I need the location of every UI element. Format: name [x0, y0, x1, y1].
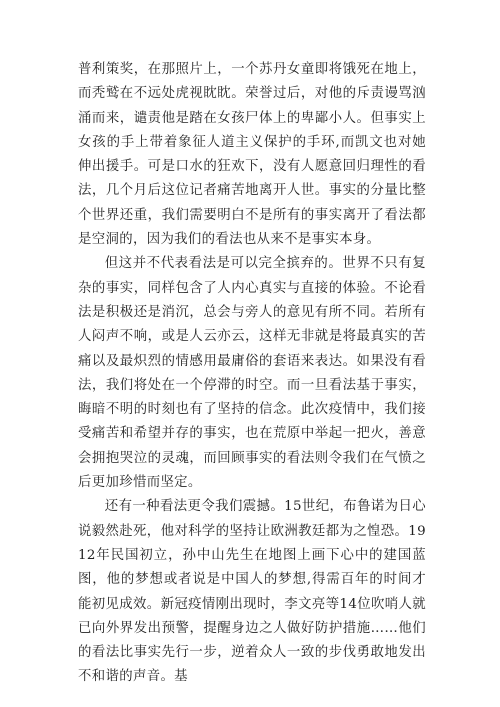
body-text [78, 58, 426, 690]
paragraph-2: 但这并不代表看法是可以完全摈弃的。世界不只有复杂的事实，同样包含了人内心真实与直接的体验。不论看法是积极还是消沉，总会与旁人的意见有所不同。若所有人闷声不响，或是人云亦云，这样无非就是将最真实的苦痛以及最炽烈的情感用最庸俗的套语来表达。如果没有看法，我们将处在一个停滞的时空。而一旦看法基于事实，晦暗不明的时刻也有了坚持的信念。此次疫情中，我们接受痛苦和希望并存的事实，也在荒原中举起一把火，善意会拥抱哭泣的灵魂，而回顾事实的看法则令我们在气愤之后更加珍惜而坚定。 [78, 256, 426, 491]
paragraph-3: 还有一种看法更令我们震撼。15世纪，布鲁诺为日心说毅然赴死，他对科学的坚持让欧洲教廷都为之惶恐。1912年民国初立，孙中山先生在地图上画下心中的建国蓝图，他的梦想或者说是中国人的梦想,得需百年的时间才能初见成效。新冠疫情刚出现时，李文亮等14位吹哨人就已向外界发出预警，提醒身边之人做好防护措施……他们的看法比事实先行一步，逆着众人一致的步伐勇敢地发出不和谐的声音。基 [78, 499, 426, 685]
paragraph-1: 普利策奖，在那照片上，一个苏丹女童即将饿死在地上，而秃鹫在不远处虎视眈眈。荣誉过后，对他的斥责谩骂汹涌而来，谴责他是踏在女孩尸体上的卑鄙小人。但事实上女孩的手上带着象征人道主义保护的手环,而凯文也对她伸出援手。可是口水的狂欢下，没有人愿意回归理性的看法，几个月后这位记者痛苦地离开人世。事实的分量比整个世界还重，我们需要明白不是所有的事实离开了看法都是空洞的，因为我们的看法也从来不是事实本身。 [78, 62, 426, 248]
